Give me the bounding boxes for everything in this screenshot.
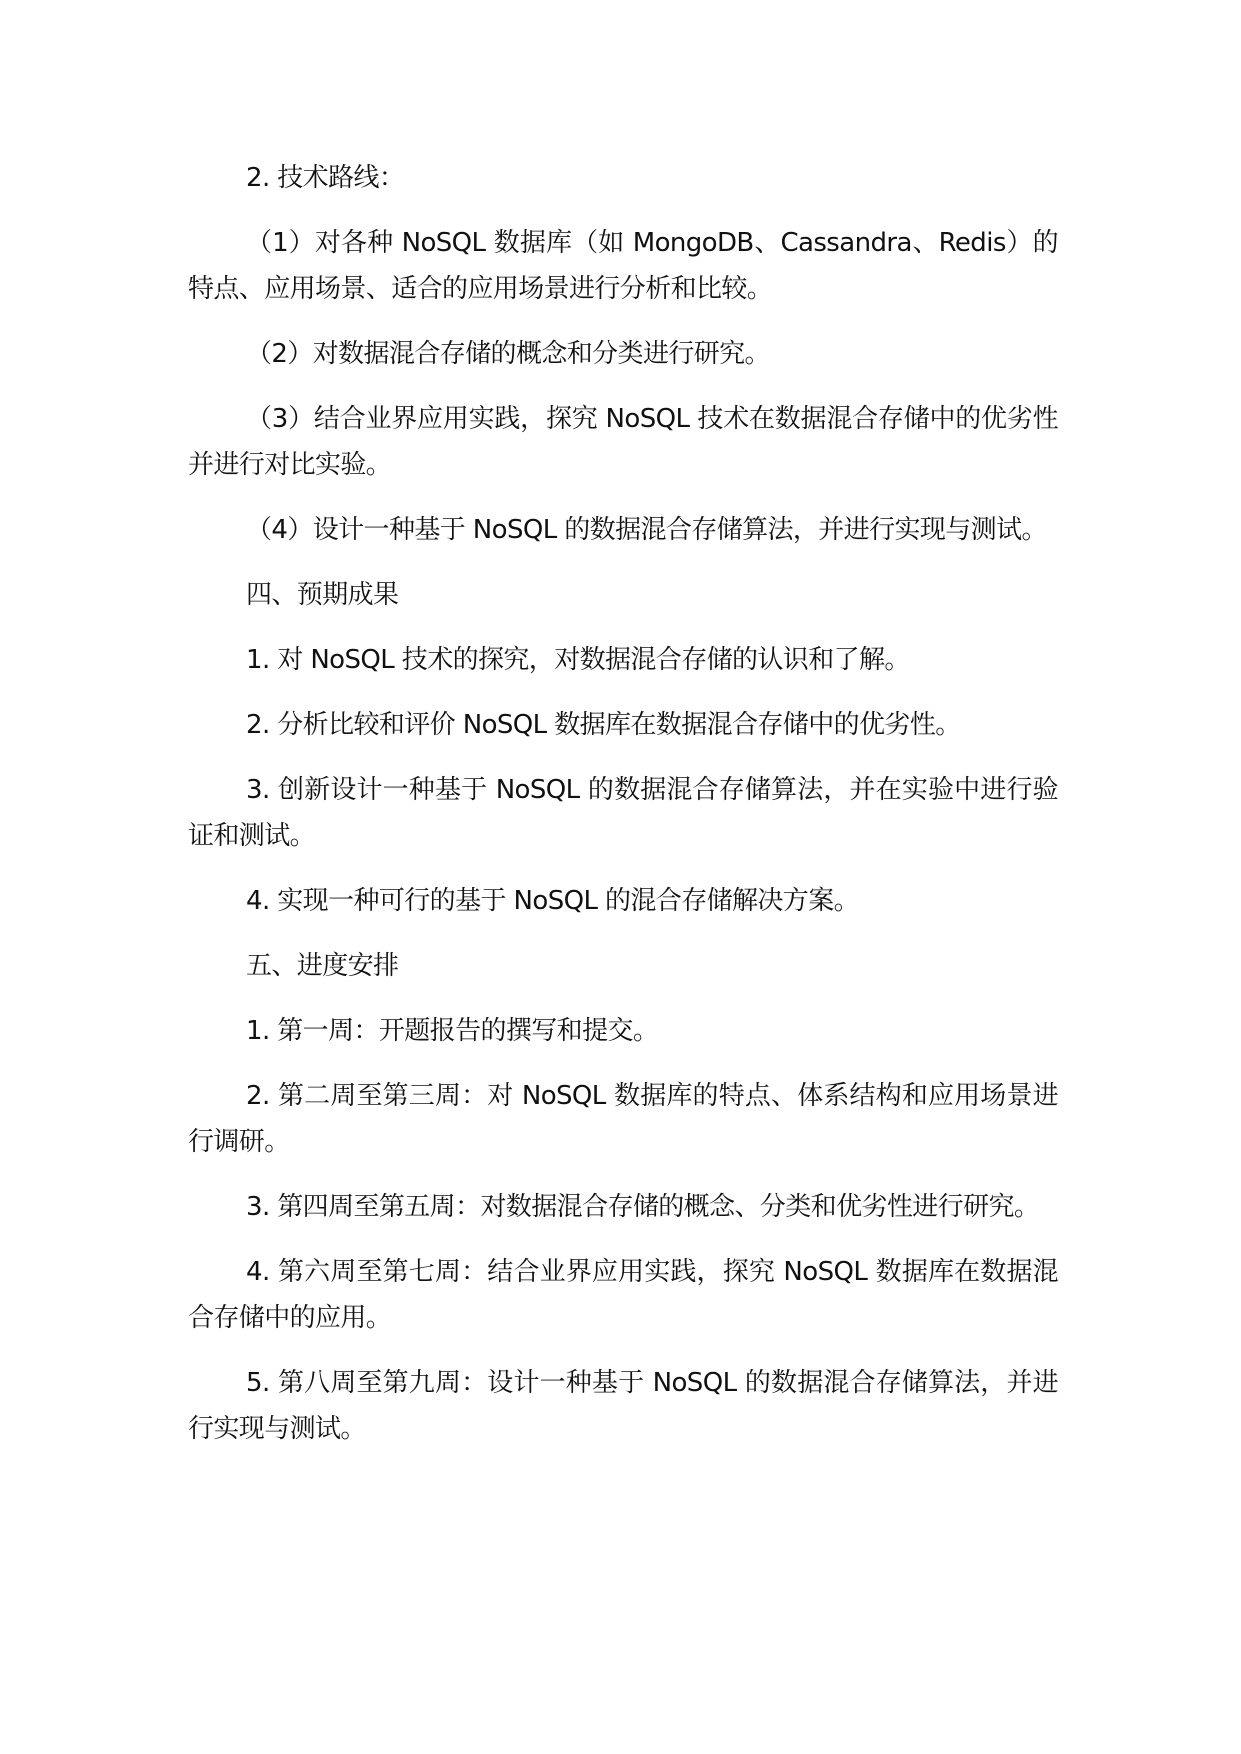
document-body xyxy=(188,155,1058,1471)
expected-results-heading: 四、预期成果 xyxy=(246,580,399,610)
route-item-1: （1）对各种 NoSQL 数据库（如 MongoDB、Cassandra、Redis）的特点、应用场景、适合的应用场景进行分析和比较。 xyxy=(188,228,1058,304)
result-item-4: 4. 实现一种可行的基于 NoSQL 的混合存储解决方案。 xyxy=(246,886,860,916)
technical-route-heading: 2. 技术路线： xyxy=(246,163,405,193)
schedule-item-3: 3. 第四周至第五周：对数据混合存储的概念、分类和优劣性进行研究。 xyxy=(246,1192,1040,1222)
schedule-heading: 五、进度安排 xyxy=(246,951,399,981)
route-item-2: （2）对数据混合存储的概念和分类进行研究。 xyxy=(246,339,770,369)
route-item-4: （4）设计一种基于 NoSQL 的数据混合存储算法，并进行实现与测试。 xyxy=(246,515,1047,545)
result-item-3: 3. 创新设计一种基于 NoSQL 的数据混合存储算法，并在实验中进行验证和测试。 xyxy=(188,775,1058,851)
result-item-2: 2. 分析比较和评价 NoSQL 数据库在数据混合存储中的优劣性。 xyxy=(246,710,961,740)
result-item-1: 1. 对 NoSQL 技术的探究，对数据混合存储的认识和了解。 xyxy=(246,645,910,675)
schedule-item-1: 1. 第一周：开题报告的撰写和提交。 xyxy=(246,1016,659,1046)
schedule-item-2: 2. 第二周至第三周：对 NoSQL 数据库的特点、体系结构和应用场景进行调研。 xyxy=(188,1081,1058,1157)
route-item-3: （3）结合业界应用实践，探究 NoSQL 技术在数据混合存储中的优劣性并进行对比实验。 xyxy=(188,404,1058,480)
schedule-item-5: 5. 第八周至第九周：设计一种基于 NoSQL 的数据混合存储算法，并进行实现与测试。 xyxy=(188,1368,1058,1444)
schedule-item-4: 4. 第六周至第七周：结合业界应用实践，探究 NoSQL 数据库在数据混合存储中的应用。 xyxy=(188,1257,1058,1333)
